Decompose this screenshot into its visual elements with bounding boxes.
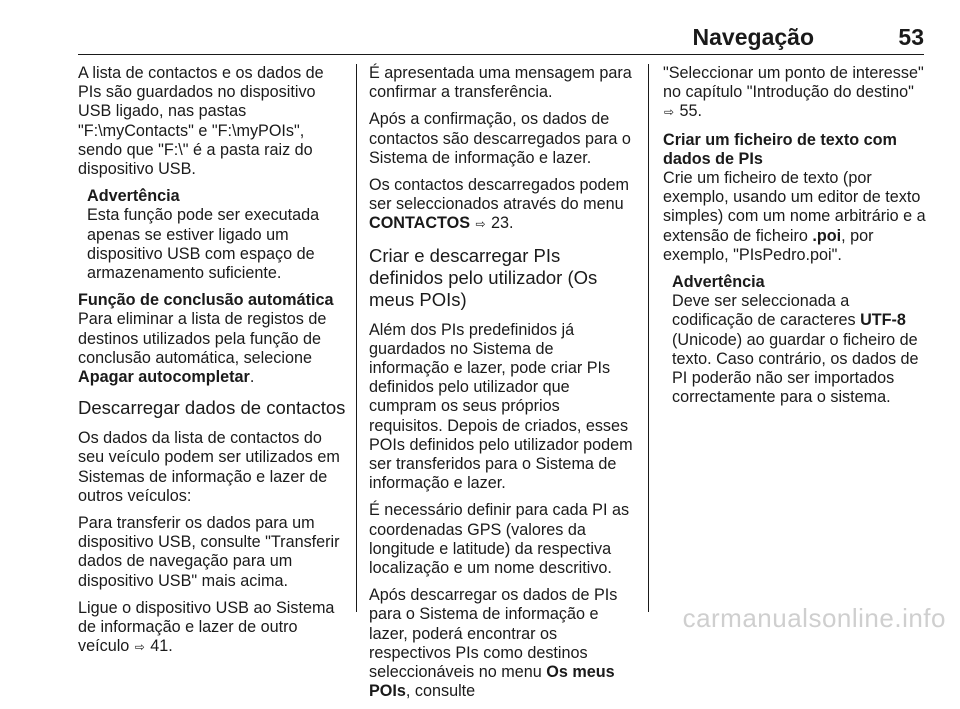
file-extension: .poi: [812, 226, 842, 245]
paragraph: [78, 310, 346, 387]
paragraph-text: Para eliminar a lista de registos de destinos utilizados pela função de conclusão automática, selecione: [78, 310, 327, 367]
page-header: [78, 24, 924, 54]
encoding-name: UTF-8: [860, 311, 906, 330]
paragraph-end: , por exemplo, "PIsPedro.poi".: [663, 226, 874, 264]
paragraph: [369, 586, 636, 701]
paragraph: Para transferir os dados para um dispositivo USB, consulte "Transferir dados de navegação para um dispositivo USB" mais acima.: [78, 514, 340, 590]
page-title: Navegação: [692, 24, 814, 50]
column-divider-2: [648, 64, 649, 612]
column-3: [663, 64, 933, 415]
subheading: Função de conclusão automática: [78, 291, 334, 310]
note-text-part: Deve ser seleccionada a codificação de caracteres: [672, 292, 856, 330]
paragraph: Além dos PIs predefinidos já guardados no Sistema de informação e lazer, pode criar PIs definidos pelo utilizador que cumpram os seus próprios requisitos. Depois de criados, esses POIs definidos pelo utilizador podem ser transferidos para o Sistema de informação e lazer.: [369, 320, 633, 493]
paragraph: É apresentada uma mensagem para confirmar a transferência.: [369, 64, 632, 102]
menu-reference: CONTACTOS: [369, 214, 471, 233]
page-ref-arrow-icon: ⇨: [134, 640, 145, 655]
note-text: Esta função pode ser executada apenas se estiver ligado um dispositivo USB com espaço de armazenamento suficiente.: [87, 206, 320, 283]
paragraph-text: "Seleccionar um ponto de interesse" no capítulo "Introdução do destino": [663, 64, 924, 102]
note-box: [78, 187, 346, 283]
page-reference[interactable]: 55.: [675, 102, 703, 121]
note-title: Advertência: [87, 187, 180, 206]
note-text: [672, 292, 933, 407]
paragraph: [369, 176, 636, 235]
paragraph-text: Após descarregar os dados de PIs para o Sistema de informação e lazer, poderá encontrar os respectivos PIs como destinos seleccionáveis no menu: [369, 586, 618, 682]
paragraph: [663, 64, 933, 123]
paragraph: Os dados da lista de contactos do seu veículo podem ser utilizados em Sistemas de informação e lazer de outros veículos:: [78, 429, 340, 505]
subheading: Criar um ficheiro de texto com dados de PIs: [663, 130, 897, 168]
paragraph-text: Os contactos descarregados podem ser seleccionados através do menu: [369, 176, 630, 214]
paragraph: É necessário definir para cada PI as coordenadas GPS (valores da longitude e latitude) da respectiva localização e um nome descritivo.: [369, 501, 630, 578]
menu-reference: Os meus POIs: [369, 663, 615, 701]
paragraph: A lista de contactos e os dados de PIs são guardados no dispositivo USB ligado, nas pastas "F:\myContacts" e "F:\myPOIs", sendo que "F:\" é a pasta raiz do dispositivo USB.: [78, 64, 324, 179]
note-title: Advertência: [672, 273, 765, 292]
note-box: [663, 273, 933, 407]
paragraph-text: Ligue o dispositivo USB ao Sistema de informação e lazer de outro veículo: [78, 598, 335, 656]
paragraph-end: .: [249, 368, 255, 387]
paragraph: [663, 169, 933, 265]
column-2: [369, 64, 636, 709]
paragraph: Após a confirmação, os dados de contactos são descarregados para o Sistema de informação e lazer.: [369, 110, 631, 167]
section-heading: Criar e descarregar PIs definidos pelo utilizador (Os meus POIs): [369, 244, 598, 310]
column-divider-1: [356, 64, 357, 612]
paragraph-text: Crie um ficheiro de texto (por exemplo, usando um editor de texto simples) com um nome arbitrário e a extensão de ficheiro: [663, 169, 926, 245]
header-rule: [78, 54, 924, 55]
page-reference[interactable]: 41.: [145, 637, 173, 656]
page-ref-arrow-icon: ⇨: [663, 105, 675, 120]
page-reference[interactable]: 23.: [486, 214, 514, 233]
paragraph-end: , consulte: [405, 682, 476, 701]
paragraph: [78, 599, 346, 658]
page-number: 53: [898, 24, 924, 50]
menu-reference: Apagar autocompletar: [78, 368, 250, 387]
section-heading: Descarregar dados de contactos: [78, 397, 346, 419]
watermark: carmanualsonline.info: [682, 603, 946, 633]
column-1: [78, 64, 346, 665]
page-ref-arrow-icon: ⇨: [475, 217, 486, 232]
note-text-part: (Unicode) ao guardar o ficheiro de texto. Caso contrário, os dados de PI poderão não ser importados correctamente para o sistema.: [672, 330, 919, 407]
